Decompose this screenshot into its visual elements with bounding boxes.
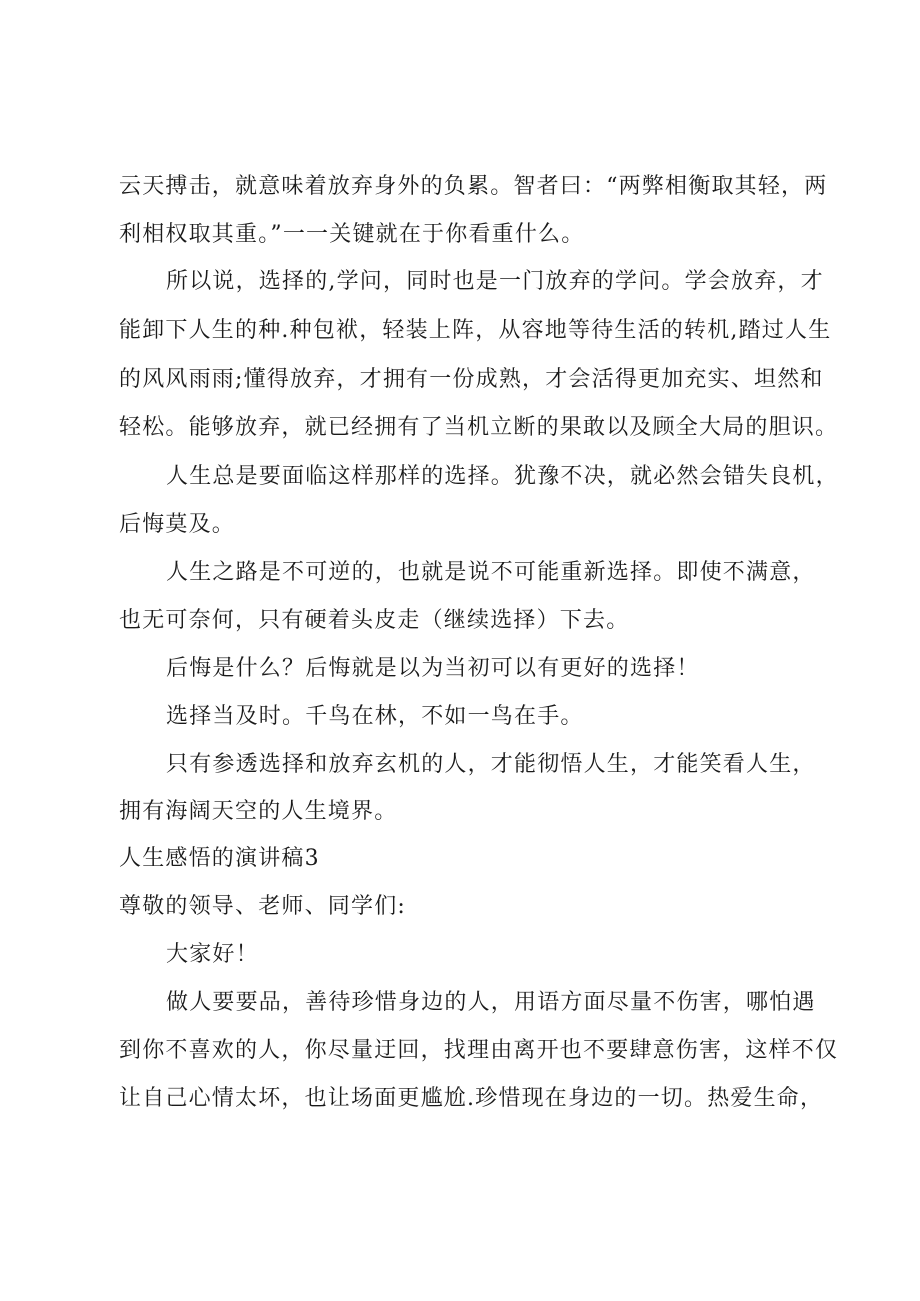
section-heading: 人生感悟的演讲稿3 — [119, 846, 320, 871]
text-line-10: 也无可奈何，只有硬着头皮走（继续选择）下去。 — [119, 608, 630, 633]
text-line-19: 到你不喜欢的人，你尽量迂回，找理由离开也不要肆意伤害，这样不仅 — [119, 1038, 839, 1063]
text-line-2: 利相权取其重。”一一关键就在于你看重什么。 — [119, 222, 585, 247]
text-line-4: 能卸下人生的种.种包袱，轻装上阵，从容地等待生活的转机,踏过人生 — [119, 318, 832, 343]
text-line-11: 后悔是什么？后悔就是以为当初可以有更好的选择！ — [166, 656, 700, 681]
text-line-20: 让自己心情太坏，也让场面更尴尬.珍惜现在身边的一切。热爱生命， — [119, 1086, 824, 1111]
text-line-6: 轻松。能够放弃，就已经拥有了当机立断的果敢以及顾全大局的胆识。 — [119, 415, 839, 440]
text-line-8: 后悔莫及。 — [119, 512, 236, 537]
text-line-13: 只有参透选择和放弃玄机的人，才能彻悟人生，才能笑看人生， — [166, 752, 816, 777]
text-line-1: 云天搏击，就意味着放弃身外的负累。智者曰：“两弊相衡取其轻，两 — [119, 174, 828, 199]
text-line-7: 人生总是要面临这样那样的选择。犹豫不决，就必然会错失良机， — [166, 464, 839, 489]
text-line-18: 做人要要品，善待珍惜身边的人，用语方面尽量不伤害，哪怕遇 — [166, 990, 816, 1015]
text-line-12: 选择当及时。千鸟在林，不如一鸟在手。 — [166, 704, 584, 729]
text-line-5: 的风风雨雨;懂得放弃，才拥有一份成熟，才会活得更加充实、坦然和 — [119, 367, 824, 392]
greeting: 大家好！ — [166, 942, 259, 967]
text-line-9: 人生之路是不可逆的，也就是说不可能重新选择。即使不满意， — [166, 560, 816, 585]
text-line-14: 拥有海阔天空的人生境界。 — [119, 799, 398, 824]
text-line-3: 所以说，选择的,学问，同时也是一门放弃的学问。学会放弃，才 — [166, 269, 824, 294]
salutation: 尊敬的领导、老师、同学们: — [119, 894, 407, 919]
